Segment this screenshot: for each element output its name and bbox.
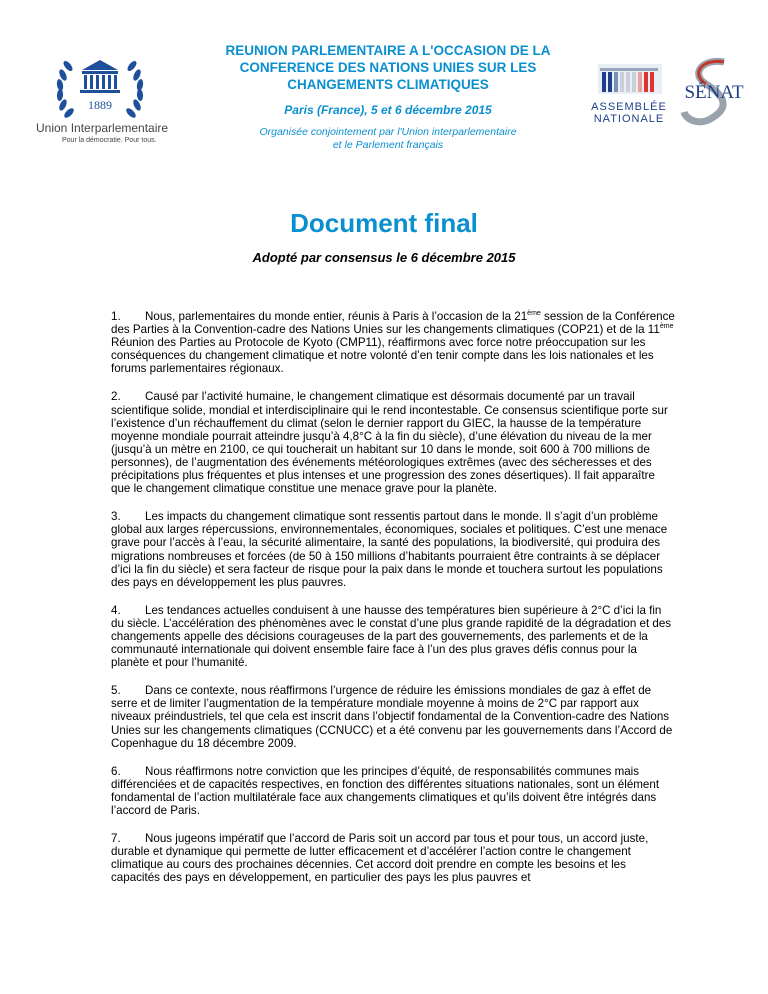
senat-logo <box>672 56 752 131</box>
an-line2: NATIONALE <box>593 113 665 125</box>
paragraph-text: Causé par l’activité humaine, le changement climatique est désormais documenté par un travail scientifique solide, mondial et interdisciplinaire qui le rend incontestable. Ce consensus scientifique porte sur l’existence d’un réchauffement du climat (selon le dernier rapport du GIEC, la hausse de la température moyenne mondiale pourrait atteindre jusqu’à 4,8°C à la fin du siècle), d’une élévation du niveau de la mer (jusqu’à un mètre en 2100, ce qui toucherait un habitant sur 10 dans le monde, soit 600 à 700 millions de personnes), de l’augmentation des événements météorologiques extrêmes (avec des sécheresses et des précipitations plus fréquentes et plus intenses et une progression des zones désertiques). Il fait apparaître que le changement climatique constitue une menace grave pour la planète. <box>111 390 668 496</box>
paragraph-text: Nous, parlementaires du monde entier, réunis à Paris à l’occasion de la 21 <box>145 310 528 323</box>
paragraph-text: Les impacts du changement climatique sont ressentis partout dans le monde. Il s’agit d’un problème global aux larges répercussions, environnementales, économiques, sociales et politiques. C’est une menace grave pour l’accès à l’eau, la sécurité alimentaire, la santé des populations, la biodiversité, qui produira des migrations nombreuses et forcées (de 50 à 150 millions d’habitants pourraient être contraints à se déplacer d’ici la fin du siècle) et sera facteur de risque pour la paix dans le monde et touchera surtout les populations des pays en développement les plus pauvres. <box>111 510 668 589</box>
meeting-title <box>192 42 584 93</box>
paragraph-number: 5. <box>111 684 121 698</box>
meeting-title-line: CHANGEMENTS CLIMATIQUES <box>287 77 489 92</box>
paragraph <box>111 684 677 749</box>
paragraph-number: 4. <box>111 603 121 617</box>
paragraph <box>111 832 677 884</box>
meeting-heading <box>192 42 584 152</box>
assemblee-nationale-logo <box>588 60 670 130</box>
paragraph-text: session de la Conférence des Parties à la Convention-cadre des Nations Unies sur les changements climatiques (COP21) et de la 11 <box>111 310 675 337</box>
document-header <box>0 0 768 160</box>
organizers <box>192 126 584 152</box>
paragraph-number: 1. <box>111 310 121 323</box>
paragraph <box>111 310 677 375</box>
paragraph <box>111 390 677 495</box>
paragraph-text: Nous réaffirmons notre conviction que les principes d’équité, de responsabilités communes mais différenciées et de capacités respectives, en fonction des différentes situations nationales, sont un élément fondamental de l’action multilatérale face aux changements climatiques et qu’ils doivent être intégrés dans l’accord de Paris. <box>111 764 660 817</box>
paragraph-text: Nous jugeons impératif que l’accord de Paris soit un accord par tous et pour tous, un accord juste, durable et dynamique qui permette de lutter efficacement et d’accélérer l’action contre le changement climatique au cours des prochaines décennies. Cet accord doit prendre en compte les besoins et les capacités des pays en développement, en particulier des pays les plus pauvres et <box>111 832 649 885</box>
ipu-name: Union Interparlementaire <box>36 121 169 135</box>
paragraph-text: Réunion des Parties au Protocole de Kyoto (CMP11), réaffirmons avec force notre préoccupation sur les conséquences du changement climatique et notre volonté d’en tenir compte dans les lois nationales et les forums parlementaires régionaux. <box>111 336 654 376</box>
senat-name: SÉNAT <box>684 82 744 103</box>
paragraph-text: Dans ce contexte, nous réaffirmons l’urgence de réduire les émissions mondiales de gaz à effet de serre et de limiter l’augmentation de la température mondiale moyenne à moins de 2°C par rapport aux niveaux préindustriels, tel que cela est inscrit dans l’objectif fondamental de la Convention-cadre des Nations Unies sur les changements climatiques (CCNUCC) et a été convenu par les gouvernements dans l’Accord de Copenhague du 18 décembre 2009. <box>111 684 673 750</box>
superscript: ème <box>659 323 674 331</box>
meeting-date: Paris (France), 5 et 6 décembre 2015 <box>284 103 492 117</box>
document-title: Document final <box>290 208 478 238</box>
paragraph <box>111 765 677 817</box>
organizers-line: Organisée conjointement par l'Union interparlementaire <box>259 126 517 138</box>
paragraph-number: 7. <box>111 832 121 846</box>
paragraph-text: Les tendances actuelles conduisent à une hausse des températures bien supérieure à 2°C d’ici la fin du siècle. L’accélération des phénomènes avec le constat d’une plus grande rapidité de la dégradation et des changements appelle des décisions courageuses de la part des gouvernements, des parlements et de la communauté internationale qui doivent ensemble faire face à l’un des plus graves défis connus pour la planète et pour l’humanité. <box>111 603 672 670</box>
organizers-line: et le Parlement français <box>332 139 444 151</box>
paragraph <box>111 604 677 669</box>
document-body <box>111 310 677 899</box>
meeting-title-line: CONFERENCE DES NATIONS UNIES SUR LES <box>239 60 537 75</box>
meeting-title-line: REUNION PARLEMENTAIRE A L'OCCASION DE LA <box>225 43 551 58</box>
an-line1: ASSEMBLÉE <box>591 101 667 113</box>
paragraph <box>111 510 677 589</box>
paragraph-number: 2. <box>111 390 121 404</box>
superscript: ème <box>527 310 541 318</box>
paragraph-number: 3. <box>111 510 121 524</box>
document-subtitle: Adopté par consensus le 6 décembre 2015 <box>252 250 516 265</box>
logo-year: 1889 <box>88 98 112 112</box>
paragraph-number: 6. <box>111 764 121 778</box>
ipu-tagline: Pour la démocratie. Pour tous. <box>62 137 157 144</box>
